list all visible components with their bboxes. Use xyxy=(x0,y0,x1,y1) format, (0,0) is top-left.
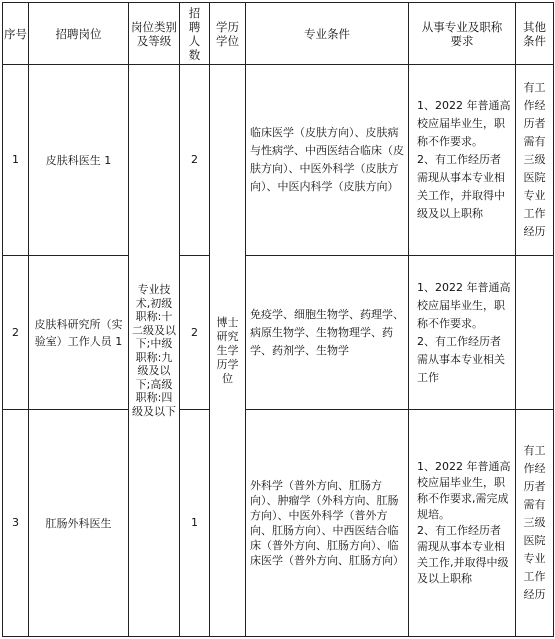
header-requirements: 从事专业及职称要求 xyxy=(409,3,516,65)
row-requirements: 1、2022 年普通高校应届毕业生，职称不作要求。 2、有工作经历者需现从事本专业相关工作，并取得中级及以上职称 xyxy=(409,65,516,256)
row-seq: 2 xyxy=(3,256,29,410)
recruitment-table xyxy=(2,2,554,637)
row-seq: 3 xyxy=(3,410,29,637)
header-major: 专业条件 xyxy=(246,3,409,65)
row-position: 肛肠外科医生 xyxy=(29,410,129,637)
row-count: 2 xyxy=(180,256,210,410)
row-major: 外科学（普外方向、肛肠方向）、肿瘤学（外科方向、肛肠方向）、中医外科学（普外方向、肛肠方向）、中西医结合临床（普外方向、肛肠方向）、临床医学（普外方向、肛肠方向） xyxy=(246,410,409,637)
header-count: 招聘人数 xyxy=(180,3,210,65)
table-row xyxy=(3,410,554,637)
row-other: 有工作经历者需有三级医院专业工作经历 xyxy=(516,410,554,637)
row-other xyxy=(516,256,554,410)
header-row xyxy=(3,3,554,65)
row-position: 皮肤科医生 1 xyxy=(29,65,129,256)
header-seq: 序号 xyxy=(3,3,29,65)
header-other: 其他条件 xyxy=(516,3,554,65)
row-major: 免疫学、细胞生物学、药理学、病原生物学、生物物理学、药学、药剂学、生物学 xyxy=(246,256,409,410)
header-position: 招聘岗位 xyxy=(29,3,129,65)
row-count: 1 xyxy=(180,410,210,637)
row-position: 皮肤科研究所（实验室）工作人员 1 xyxy=(29,256,129,410)
row-other: 有工作经历者需有三级医院专业工作经历 xyxy=(516,65,554,256)
education-cell: 博士研究生学历学位 xyxy=(210,65,246,637)
row-major: 临床医学（皮肤方向）、皮肤病与性病学、中西医结合临床（皮肤方向）、中医外科学（皮肤方向）、中医内科学（皮肤方向） xyxy=(246,65,409,256)
row-requirements: 1、2022 年普通高校应届毕业生，职称不作要求,需完成规培。 2、有工作经历者需现从事本专业相关工作,并取得中级及以上职称 xyxy=(409,410,516,637)
row-count: 2 xyxy=(180,65,210,256)
header-category: 岗位类别及等级 xyxy=(129,3,180,65)
table-row xyxy=(3,65,554,256)
table-row xyxy=(3,256,554,410)
header-education: 学历学位 xyxy=(210,3,246,65)
category-cell: 专业技术,初级职称:十二级及以下;中级职称:九级及以下;高级职称:四级及以下 xyxy=(129,65,180,637)
row-seq: 1 xyxy=(3,65,29,256)
row-requirements: 1、2022 年普通高校应届毕业生，职称不作要求。 2、有工作经历者需从事本专业相关工作 xyxy=(409,256,516,410)
